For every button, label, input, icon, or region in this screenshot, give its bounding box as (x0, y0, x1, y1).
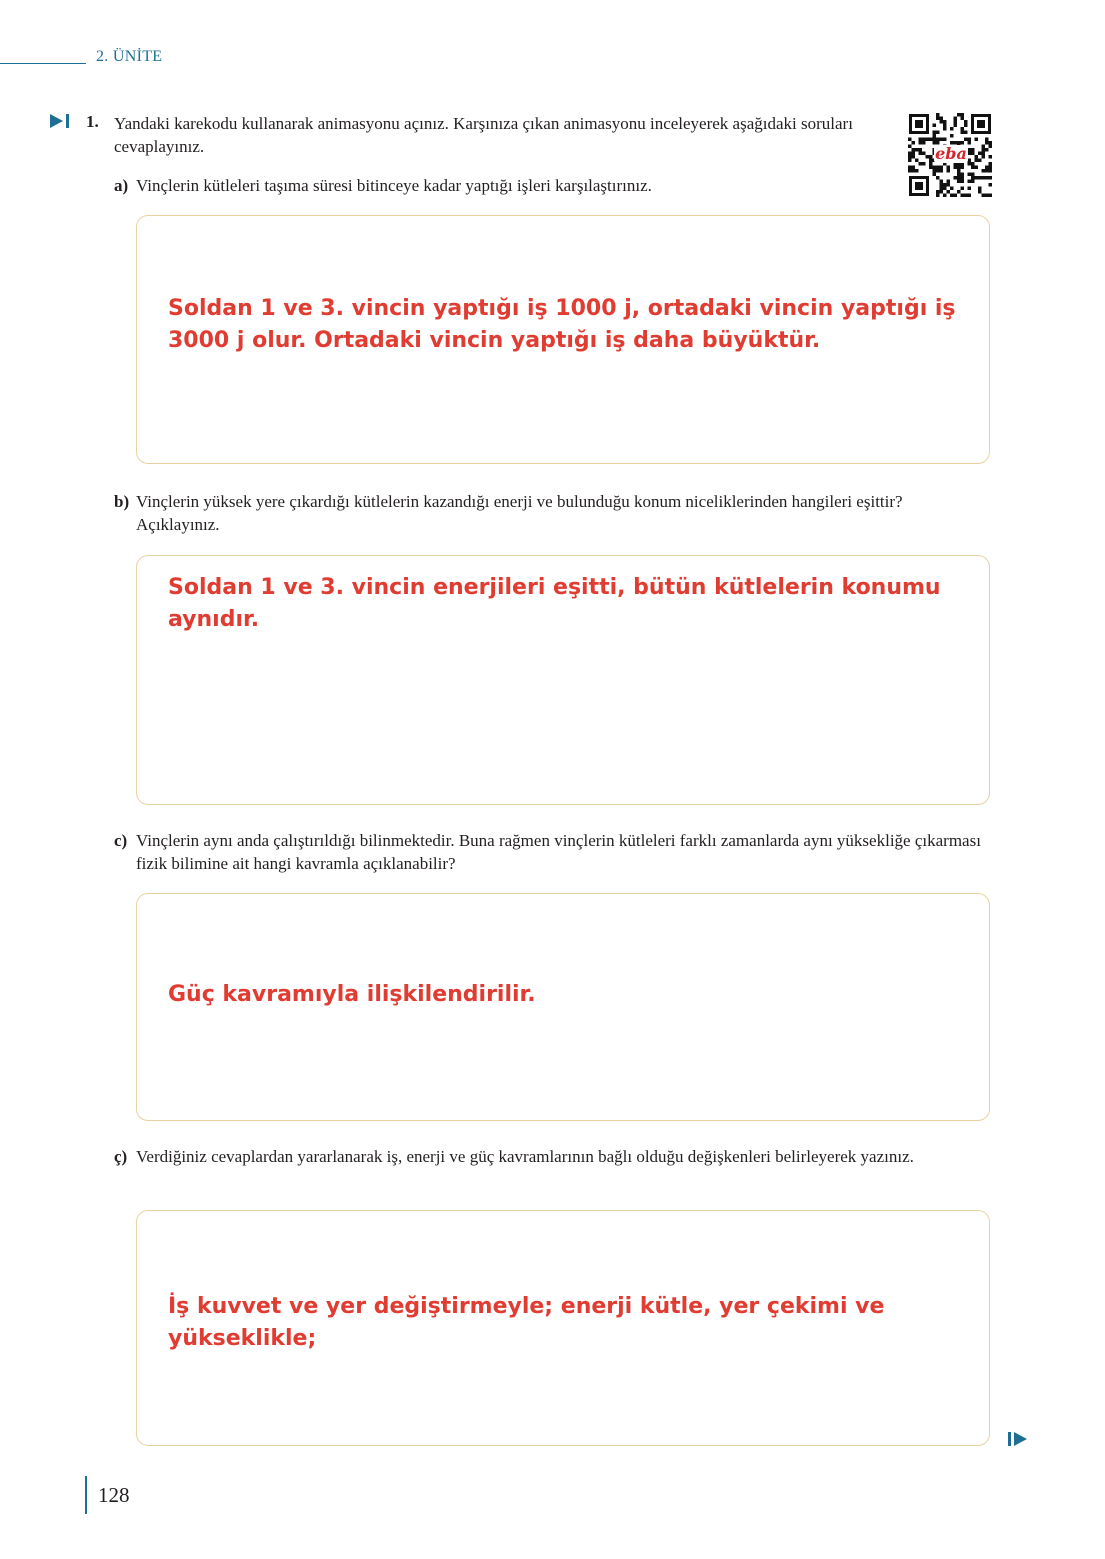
qr-module (912, 152, 916, 156)
qr-module (982, 148, 986, 152)
qr-module (912, 141, 916, 145)
qr-module (926, 138, 930, 142)
sub-question-b (114, 490, 984, 536)
qr-module (940, 166, 944, 170)
qr-module (950, 127, 954, 131)
qr-module (922, 141, 926, 145)
answer-box-cc[interactable] (136, 1210, 990, 1446)
qr-module (908, 169, 912, 173)
qr-module (936, 166, 940, 170)
qr-module (957, 166, 961, 170)
qr-module (982, 145, 986, 149)
qr-module (964, 120, 968, 124)
qr-module (940, 117, 944, 121)
qr-module (943, 127, 947, 131)
sub-question-a (114, 174, 984, 197)
qr-module (936, 131, 940, 135)
qr-module (912, 155, 916, 159)
qr-module (989, 155, 993, 159)
qr-module (971, 148, 975, 152)
qr-module (929, 162, 933, 166)
qr-module (947, 169, 951, 173)
sub-question-c (114, 829, 984, 875)
qr-module (978, 152, 982, 156)
qr-module (929, 159, 933, 163)
qr-module (922, 138, 926, 142)
sub-question-letter: a) (114, 176, 129, 195)
qr-module (989, 162, 993, 166)
qr-module (985, 166, 989, 170)
qr-module (985, 141, 989, 145)
qr-module (961, 113, 965, 117)
qr-module (982, 152, 986, 156)
qr-module (957, 169, 961, 173)
qr-module (919, 152, 923, 156)
answer-text: Soldan 1 ve 3. vincin enerjileri eşitti, bütün kütlelerin konumu aynıdır. (168, 575, 941, 632)
qr-module (989, 194, 993, 198)
play-marker-icon (50, 113, 72, 129)
qr-module (971, 166, 975, 170)
question-number: 1. (86, 112, 99, 131)
qr-module (964, 124, 968, 128)
qr-module (982, 169, 986, 173)
qr-module (929, 166, 933, 170)
qr-module (943, 138, 947, 142)
qr-module (985, 176, 989, 180)
qr-module (961, 131, 965, 135)
qr-module (940, 169, 944, 173)
qr-module (908, 155, 912, 159)
page-number: 128 (98, 1483, 130, 1507)
qr-module (926, 155, 930, 159)
qr-module (929, 155, 933, 159)
footer-rule (85, 1476, 87, 1514)
qr-module (947, 166, 951, 170)
qr-module (929, 138, 933, 142)
qr-module (968, 148, 972, 152)
qr-module (919, 148, 923, 152)
qr-module (985, 148, 989, 152)
qr-module (989, 145, 993, 149)
qr-module (908, 159, 912, 163)
qr-module (943, 124, 947, 128)
answer-text: İş kuvvet ve yer değiştirmeyle; enerji kütle, yer çekimi ve yükseklikle; (168, 1294, 885, 1351)
qr-module (968, 141, 972, 145)
qr-module (933, 138, 937, 142)
qr-module (975, 155, 979, 159)
qr-module (954, 117, 958, 121)
qr-module (936, 117, 940, 121)
sub-question-text: Vinçlerin aynı anda çalıştırıldığı bilinmektedir. Buna rağmen vinçlerin kütleleri farklı zamanlarda aynı yüksekliğe çıkarması fizik bilimine ait hangi kavramla açıklanabilir? (136, 831, 981, 873)
eba-badge: eba (935, 144, 967, 163)
qr-module (985, 138, 989, 142)
qr-module (964, 131, 968, 135)
qr-module (961, 117, 965, 121)
qr-module (933, 169, 937, 173)
qr-module (968, 162, 972, 166)
unit-label: 2. ÜNİTE (96, 48, 163, 65)
qr-module (961, 127, 965, 131)
qr-module (954, 124, 958, 128)
qr-module (968, 152, 972, 156)
qr-module (936, 113, 940, 117)
answer-box-c[interactable] (136, 893, 990, 1121)
qr-module (989, 176, 993, 180)
qr-module (982, 155, 986, 159)
sub-question-text: Vinçlerin kütleleri taşıma süresi bitinceye kadar yaptığı işleri karşılaştırınız. (136, 176, 652, 195)
sub-question-letter: ç) (114, 1147, 128, 1166)
qr-module (912, 148, 916, 152)
qr-module (915, 169, 919, 173)
qr-module (908, 145, 912, 149)
qr-module (908, 152, 912, 156)
end-marker-icon (1008, 1432, 1028, 1446)
qr-module (985, 194, 989, 198)
qr-module (912, 169, 916, 173)
qr-module (915, 159, 919, 163)
sub-question-text: Verdiğiniz cevaplardan yararlanarak iş, enerji ve güç kavramlarının bağlı olduğu değişkenleri belirleyerek yazınız. (136, 1147, 914, 1166)
qr-module (989, 166, 993, 170)
qr-module (989, 183, 993, 187)
qr-module (985, 169, 989, 173)
sub-question-cc (114, 1145, 984, 1168)
sub-question-text: Vinçlerin yüksek yere çıkardığı kütlelerin kazandığı enerji ve bulunduğu konum niceliklerinden hangileri eşittir? Açıklayınız. (136, 492, 903, 534)
qr-module (933, 131, 937, 135)
qr-module (954, 120, 958, 124)
qr-module (957, 113, 961, 117)
qr-module (933, 166, 937, 170)
qr-module (933, 134, 937, 138)
sub-question-letter: c) (114, 831, 128, 850)
qr-module (989, 141, 993, 145)
qr-module (936, 138, 940, 142)
question-text: Yandaki karekodu kullanarak animasyonu açınız. Karşınıza çıkan animasyonu inceleyerek aşağıdaki soruları cevaplayınız. (114, 114, 853, 156)
header-rule (0, 63, 86, 64)
qr-module (933, 124, 937, 128)
qr-module (912, 166, 916, 170)
qr-module (961, 166, 965, 170)
qr-module (971, 152, 975, 156)
qr-module (943, 120, 947, 124)
qr-module (978, 159, 982, 163)
qr-module (936, 169, 940, 173)
qr-module (964, 138, 968, 142)
answer-text: Güç kavramıyla ilişkilendirilir. (168, 982, 536, 1007)
qr-module (975, 138, 979, 142)
qr-module (989, 169, 993, 173)
qr-module (908, 138, 912, 142)
qr-module (922, 152, 926, 156)
qr-module (950, 134, 954, 138)
qr-module (975, 159, 979, 163)
qr-module (971, 162, 975, 166)
qr-module (919, 141, 923, 145)
qr-module (940, 120, 944, 124)
qr-module (975, 166, 979, 170)
answer-text: Soldan 1 ve 3. vincin yaptığı iş 1000 j, ortadaki vincin yaptığı iş 3000 j olur. Ortadaki vincin yaptığı iş daha büyüktür. (168, 296, 956, 353)
qr-module (915, 148, 919, 152)
qr-module (922, 162, 926, 166)
qr-module (908, 166, 912, 170)
qr-module (919, 138, 923, 142)
answer-box-a[interactable] (136, 215, 990, 464)
qr-module (919, 162, 923, 166)
qr-module (940, 138, 944, 142)
qr-module (968, 138, 972, 142)
qr-module (954, 166, 958, 170)
sub-question-letter: b) (114, 492, 130, 511)
answer-box-b[interactable] (136, 555, 990, 805)
qr-module (968, 159, 972, 163)
